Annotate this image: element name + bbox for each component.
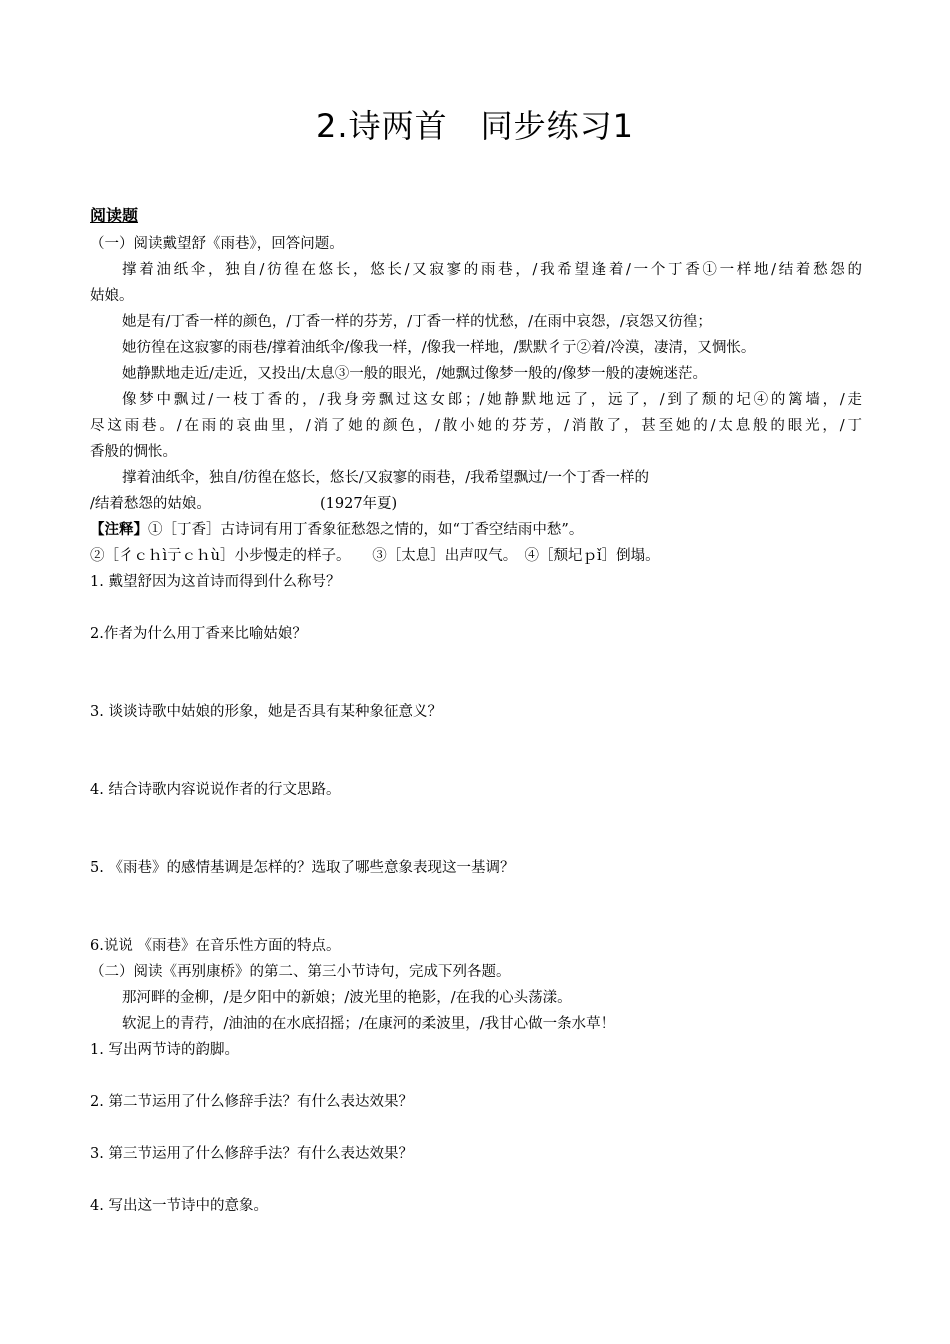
notes-line-1 <box>90 520 583 540</box>
page-title: 2.诗两首 同步练习1 <box>316 107 634 145</box>
question: 4. 结合诗歌内容说说作者的行文思路。 <box>90 782 341 798</box>
part1-intro: （一）阅读戴望舒《雨巷》，回答问题。 <box>90 236 344 252</box>
poem-date: (1927年夏) <box>320 496 398 512</box>
poem-line: 那河畔的金柳，/是夕阳中的新娘；/波光里的艳影，/在我的心头荡漾。 <box>122 990 572 1006</box>
poem-line: /结着愁怨的姑娘。 <box>90 496 211 512</box>
notes-label: 【注释】 <box>90 521 148 538</box>
notes-text: ①［丁香］古诗词有用丁香象征愁怨之情的，如“丁香空结雨中愁”。 <box>148 522 584 538</box>
part2-intro: （二）阅读《再别康桥》的第二、第三小节诗句，完成下列各题。 <box>90 964 511 980</box>
question: 3. 谈谈诗歌中姑娘的形象，她是否具有某种象征意义？ <box>90 704 442 720</box>
poem-line: 她彷徨在这寂寥的雨巷/撑着油纸伞/像我一样，/像我一样地，/默默彳亍②着/冷漠，凄清，又惆怅。 <box>122 340 756 356</box>
poem-line: 香般的惆怅。 <box>90 444 177 460</box>
poem-line: 像梦中飘过/一枝丁香的，/我身旁飘过这女郎；/她静默地远了，远了，/到了颓的圮④的篱墙，/走 <box>122 392 862 408</box>
question: 2.作者为什么用丁香来比喻姑娘？ <box>90 626 307 642</box>
poem-line: 尽这雨巷。/在雨的哀曲里，/消了她的颜色，/散小她的芬芳，/消散了，甚至她的/太息般的眼光，/丁 <box>90 418 862 434</box>
notes-line-2: ②［彳ｃｈì亍ｃｈù］小步慢走的样子。 ③［太息］出声叹气。 ④［颓圮ｐǐ］倒塌。 <box>90 548 660 564</box>
question: 2. 第二节运用了什么修辞手法？有什么表达效果？ <box>90 1094 413 1110</box>
question: 6.说说 《雨巷》在音乐性方面的特点。 <box>90 938 341 954</box>
question: 1. 写出两节诗的韵脚。 <box>90 1042 239 1058</box>
poem-line: 姑娘。 <box>90 288 134 304</box>
question: 3. 第三节运用了什么修辞手法？有什么表达效果？ <box>90 1146 413 1162</box>
question: 4. 写出这一节诗中的意象。 <box>90 1198 268 1214</box>
poem-line: 撑着油纸伞，独自/彷徨在悠长，悠长/又寂寥的雨巷，/我希望飘过/一个丁香一样的 <box>122 470 650 486</box>
poem-line: 撑着油纸伞，独自/彷徨在悠长，悠长/又寂寥的雨巷，/我希望逢着/一个丁香①一样地/结着愁怨的 <box>122 262 862 278</box>
poem-line: 她是有/丁香一样的颜色，/丁香一样的芬芳，/丁香一样的忧愁，/在雨中哀怨，/哀怨又彷徨； <box>122 314 712 330</box>
question: 1. 戴望舒因为这首诗而得到什么称号？ <box>90 574 341 590</box>
poem-line: 软泥上的青荇，/油油的在水底招摇；/在康河的柔波里，/我甘心做一条水草！ <box>122 1016 616 1032</box>
poem-line: 她静默地走近/走近，又投出/太息③一般的眼光，/她飘过像梦一般的/像梦一般的凄婉迷茫。 <box>122 366 708 382</box>
question: 5. 《雨巷》的感情基调是怎样的？选取了哪些意象表现这一基调？ <box>90 860 515 876</box>
section-heading: 阅读题 <box>90 206 139 225</box>
